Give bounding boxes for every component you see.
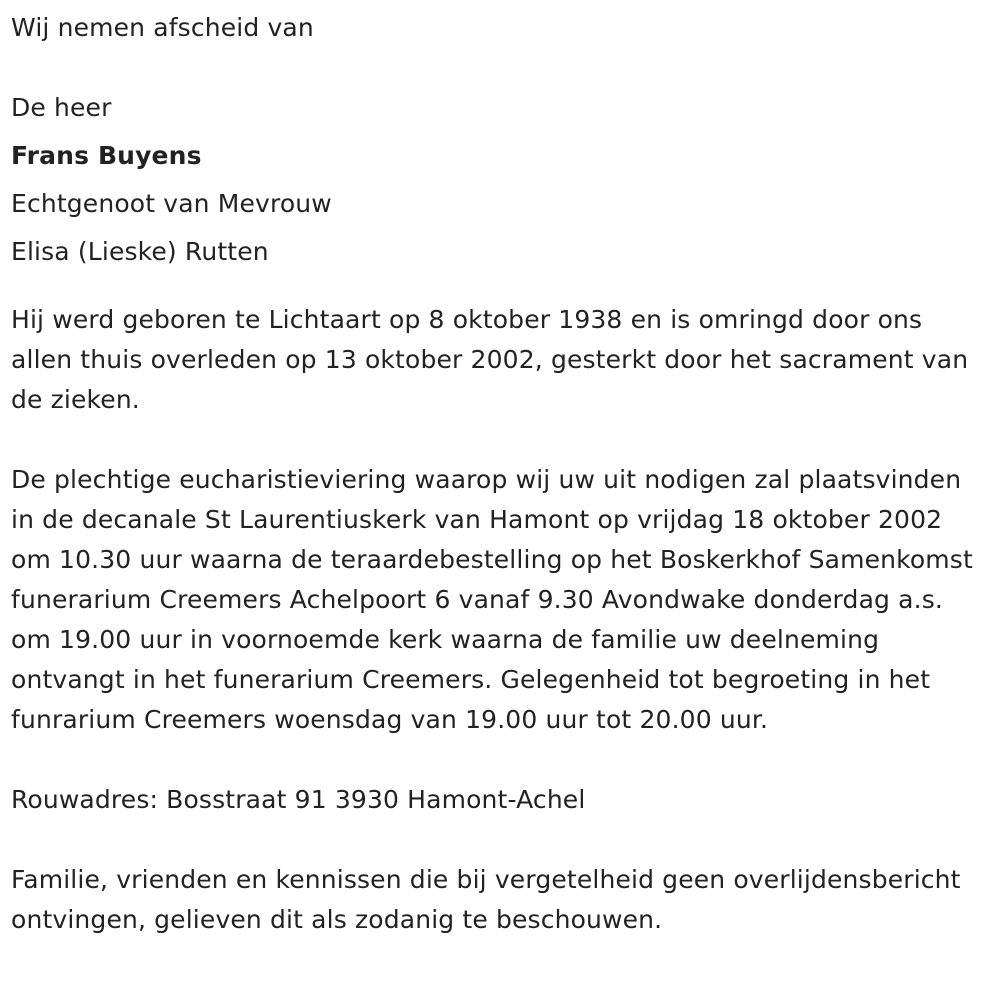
death-notice — [11, 4, 996, 940]
ceremony-paragraph: De plechtige eucharistieviering waarop wij uw uit nodigen zal plaatsvinden in de decanale St Laurentiuskerk van Hamont op vrijdag 18 oktober 2002 om 10.30 uur waarna de teraardebestelling op het Boskerkhof Samenkomst funerarium Creemers Achelpoort 6 vanaf 9.30 Avondwake donderdag a.s. om 19.00 uur in voornoemde kerk waarna de familie uw deelneming ontvangt in het funerarium Creemers. Gelegenheid tot begroeting in het funrarium Creemers woensdag van 19.00 uur tot 20.00 uur. — [11, 465, 973, 734]
closing-paragraph: Familie, vrienden en kennissen die bij vergetelheid geen overlijdensbericht ontvingen, gelieven dit als zodanig te beschouwen. — [11, 865, 961, 934]
mourning-address: Rouwadres: Bosstraat 91 3930 Hamont-Achel — [11, 785, 586, 814]
birth-death-paragraph: Hij werd geboren te Lichtaart op 8 oktober 1938 en is omringd door ons allen thuis overleden op 13 oktober 2002, gesterkt door het sacrament van de zieken. — [11, 305, 969, 414]
spouse-line-1: Echtgenoot van Mevrouw — [11, 189, 332, 218]
spouse-line-2: Elisa (Lieske) Rutten — [11, 237, 269, 266]
deceased-name: Frans Buyens — [11, 141, 202, 170]
salutation: De heer — [11, 93, 112, 122]
intro-text: Wij nemen afscheid van — [11, 13, 314, 42]
